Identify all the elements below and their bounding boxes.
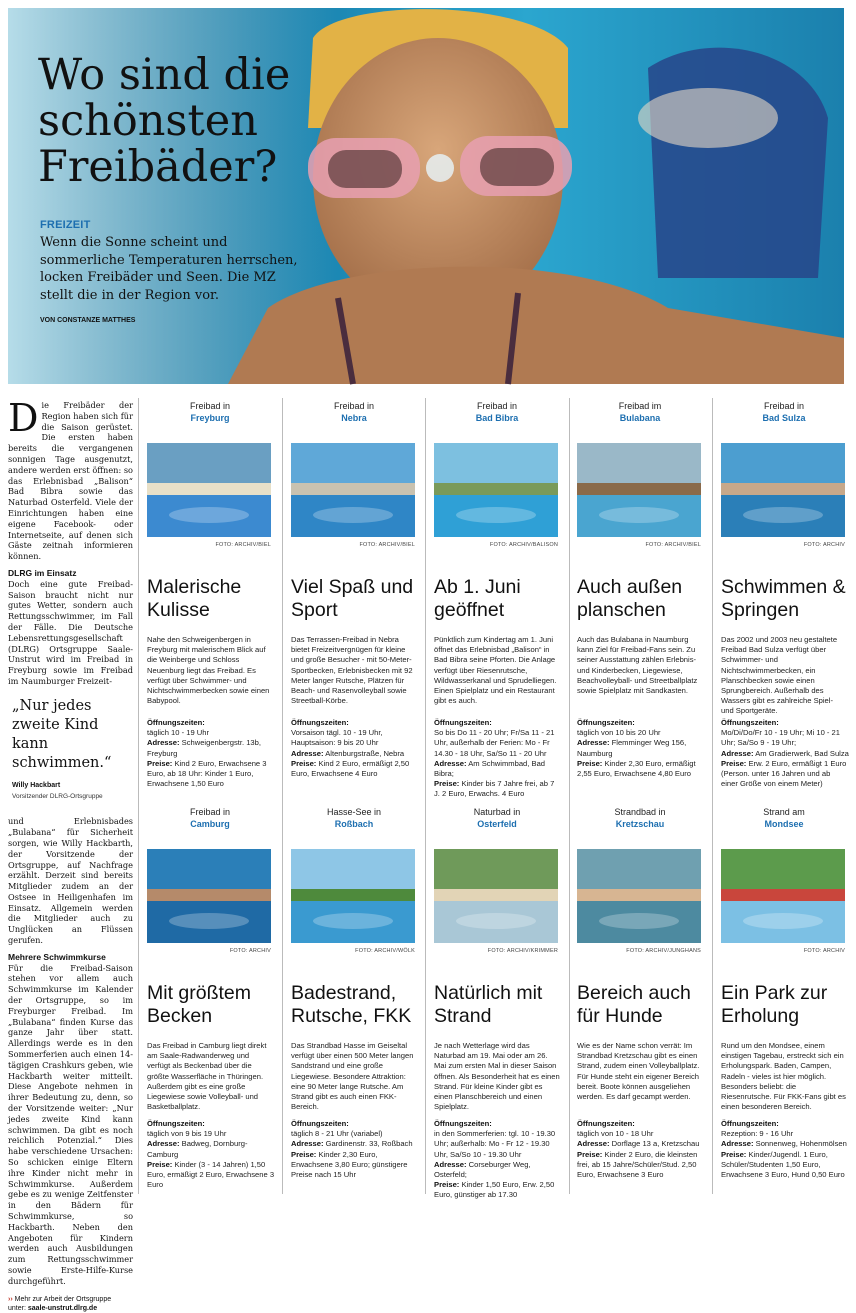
hours-label: Öffnungszeiten: [147, 1119, 205, 1128]
card-heading: Badestrand, Rutsche, FKK [291, 982, 412, 1027]
price-label: Preise: [434, 1180, 460, 1190]
pool-photo-image [147, 849, 271, 943]
price-label: Preise: [721, 758, 747, 768]
pool-photo-image [291, 849, 415, 943]
address-value: Schweigenbergstr. 13b, Freyburg [147, 738, 261, 758]
subheading-schwimmkurse: Mehrere Schwimmkurse [8, 951, 106, 962]
pool-photo [147, 849, 271, 943]
card-details [434, 718, 562, 800]
address-label: Adresse: [577, 738, 610, 748]
photo-credit: FOTO: ARCHIV/WÖLK [355, 948, 415, 954]
price-value: Erw. 2 Euro, ermäßigt 1 Euro (Person. unter 16 Jahren und ab einer Größe von einem Meter) [721, 758, 847, 789]
photo-credit: FOTO: ARCHIV/KRIMMER [487, 948, 558, 954]
pool-photo [147, 443, 271, 537]
pool-photo [577, 443, 701, 537]
hours-label: Öffnungszeiten: [291, 1119, 349, 1128]
price-label: Preise: [577, 1149, 603, 1159]
card-label: Freibad in Bad Bibra [475, 401, 519, 423]
card-label: Freibad im Bulabana [618, 401, 662, 423]
card-place: Bad Sulza [762, 413, 806, 423]
card-label: Freibad in Camburg [189, 807, 231, 829]
card-description: Das 2002 und 2003 neu gestaltete Freibad Bad Sulza verfügt über Schwimmer- und Nichtschwimmerbecken, ein Planschbecken sowie einen Sprungbereich. Außerhalb des Wassers gibt es zahlreiche Spiel- und Sportgeräte. [721, 635, 838, 716]
pool-card [434, 806, 560, 1200]
hours-value: Rezeption: 9 - 16 Uhr [721, 1129, 794, 1139]
hours-label: Öffnungszeiten: [147, 718, 205, 727]
card-label: Freibad in Freyburg [189, 401, 231, 423]
pool-photo-image [577, 849, 701, 943]
card-place: Nebra [341, 413, 367, 423]
address-label: Adresse: [434, 758, 467, 768]
photo-credit: FOTO: ARCHIV/BALISON [489, 542, 558, 548]
dlrg-link[interactable]: saale-unstrut.dlrg.de [27, 1304, 98, 1312]
card-details [147, 1119, 275, 1190]
hours-label: Öffnungszeiten: [577, 718, 635, 727]
address-label: Adresse: [721, 748, 754, 758]
address-label: Adresse: [291, 748, 324, 758]
price-value: Kind 2 Euro, ermäßigt 2,50 Euro, Erwachsene 4 Euro [291, 758, 410, 779]
pool-card [721, 806, 847, 1180]
column-divider [138, 398, 139, 1194]
card-heading: Natürlich mit Strand [434, 982, 543, 1027]
price-label: Preise: [577, 758, 603, 768]
hours-value: täglich von 10 - 18 Uhr [577, 1129, 654, 1139]
price-value: Kinder 2,30 Euro, Erwachsene 3,80 Euro; günstigere Preise nach 15 Uhr [291, 1149, 408, 1180]
hours-value: täglich von 10 bis 20 Uhr [577, 728, 661, 738]
card-description: Das Terrassen-Freibad in Nebra bietet Freizeitvergnügen für kleine und große Besucher - mit 50-Meter-Sportbecken, Erlebnisbecken mit 92 Meter langer Rutsche, Plätzen für Beach- und Rasenvolleyball sowie Streetball-Körbe. [291, 635, 413, 706]
column-divider [712, 398, 713, 1194]
price-value: Kinder/Jugendl. 1 Euro, Schüler/Studenten 1,50 Euro, Erwachsene 3 Euro, Hund 0,50 Euro [721, 1149, 845, 1180]
address-label: Adresse: [147, 738, 180, 748]
price-value: Kinder (3 - 14 Jahren) 1,50 Euro, ermäßigt 2 Euro, Erwachsene 3 Euro [147, 1159, 275, 1190]
card-label: Strand am Mondsee [763, 807, 805, 829]
card-details [721, 1119, 849, 1180]
pool-photo [291, 849, 415, 943]
address-value: Am Schwimmbad, Bad Bibra; [434, 758, 546, 779]
pool-card [577, 400, 703, 779]
address-label: Adresse: [577, 1139, 610, 1149]
hours-label: Öffnungszeiten: [434, 1119, 492, 1128]
hours-value: täglich 8 - 21 Uhr (variabel) [291, 1129, 383, 1139]
hours-label: Öffnungszeiten: [721, 718, 779, 727]
price-value: Kinder 2 Euro, die kleinsten frei, ab 15 Jahre/Schüler/Stud. 2,50 Euro, Erwachsene 3 Euro [577, 1149, 698, 1180]
hours-label: Öffnungszeiten: [721, 1119, 779, 1128]
card-heading: Mit größtem Becken [147, 982, 252, 1027]
card-label: Freibad in Nebra [333, 401, 375, 423]
address-value: Flemminger Weg 156, Naumburg [577, 738, 687, 758]
column-divider [569, 398, 570, 1194]
pool-card [291, 400, 417, 779]
pool-card [434, 400, 560, 799]
card-details [147, 718, 275, 789]
hours-value: in den Sommerferien: tgl. 10 - 19.30 Uhr; außerhalb: Mo - Fr 12 - 19.30 Uhr, Sa/So 10 - 19.30 Uhr [434, 1129, 556, 1159]
card-description: Je nach Wetterlage wird das Naturbad am 19. Mai oder am 26. Mai zum ersten Mal in dieser Saison öffnen. Als Besonderheit hat es einen Strand. Für kleine Kinder gibt es einen Planschbereich und einen Spielplatz. [434, 1041, 560, 1112]
arrow-icon: ›› [8, 1295, 13, 1303]
photo-credit: FOTO: ARCHIV [803, 948, 845, 954]
card-heading: Bereich auch für Hunde [577, 982, 691, 1027]
card-description: Auch das Bulabana in Naumburg kann Ziel für Freibad-Fans sein. Zu seiner Ausstattung zählen Erlebnis- und Kinderbecken, Liegewiese, Beachvolleyball- und Streetballplatz sowie Spielplatz mit Sandkasten. [577, 635, 698, 696]
card-details [291, 718, 419, 779]
card-heading: Auch außen planschen [577, 576, 683, 621]
photo-credit: FOTO: ARCHIV/BIEL [215, 542, 271, 548]
price-value: Kind 2 Euro, Erwachsene 3 Euro, ab 18 Uhr: Kinder 1 Euro, Erwachsene 1,50 Euro [147, 758, 267, 789]
quote-author-role: Vorsitzender DLRG-Ortsgruppe [12, 792, 103, 800]
card-details [291, 1119, 419, 1180]
card-place: Bulabana [619, 413, 661, 423]
quote-author: Willy Hackbart [12, 781, 61, 789]
hours-label: Öffnungszeiten: [577, 1119, 635, 1128]
hours-label: Öffnungszeiten: [291, 718, 349, 727]
price-label: Preise: [434, 779, 460, 789]
pool-photo-image [721, 443, 845, 537]
section-kicker: FREIZEIT [40, 219, 91, 231]
pool-photo-image [434, 849, 558, 943]
pull-quote: „Nur jedes zweite Kind kann schwimmen.“ [12, 697, 112, 771]
pool-photo [721, 443, 845, 537]
address-label: Adresse: [291, 1139, 324, 1149]
card-place: Camburg [190, 819, 230, 829]
card-description: Pünktlich zum Kindertag am 1. Juni öffnet das Erlebnisbad „Balison“ in Bad Bibra seine Pforten. Die Anlage verfügt über Riesenrutsche, Wildwasserkanal und Sprudelliegen. Einen Spielplatz und ein Restaurant gibt es auch. [434, 635, 557, 706]
pool-photo [291, 443, 415, 537]
card-heading: Ein Park zur Erholung [721, 982, 828, 1027]
pool-photo [434, 443, 558, 537]
card-place: Freyburg [190, 413, 230, 423]
card-place: Mondsee [764, 819, 804, 829]
photo-credit: FOTO: ARCHIV [803, 542, 845, 548]
pool-card [291, 806, 417, 1180]
pool-card [577, 806, 703, 1180]
photo-credit: FOTO: ARCHIV [229, 948, 271, 954]
card-details [721, 718, 849, 789]
address-value: Dorflage 13 a, Kretzschau [611, 1139, 700, 1149]
dropcap: D [8, 396, 39, 440]
pool-card [147, 806, 275, 1190]
card-heading: Viel Spaß und Sport [291, 576, 414, 621]
card-label: Naturbad in Osterfeld [473, 807, 521, 829]
price-label: Preise: [291, 758, 317, 768]
hours-value: So bis Do 11 - 20 Uhr; Fr/Sa 11 - 21 Uhr, außerhalb der Ferien: Mo - Fr 14.30 - 18 Uhr, Sa/So 11 - 20 Uhr [434, 728, 555, 758]
pool-card [147, 400, 273, 789]
column-divider [425, 398, 426, 1194]
card-label: Strandbad in Kretzschau [614, 807, 666, 829]
address-value: Altenburgstraße, Nebra [325, 748, 405, 758]
card-details [577, 718, 705, 779]
byline: VON CONSTANZE MATTHES [40, 317, 136, 324]
card-label: Hasse-See in Roßbach [326, 807, 382, 829]
intro-column [8, 396, 133, 1313]
photo-credit: FOTO: ARCHIV/BIEL [645, 542, 701, 548]
card-heading: Schwimmen & Springen [721, 576, 846, 621]
pool-photo [434, 849, 558, 943]
subheading-dlrg: DLRG im Einsatz [8, 567, 77, 578]
intro-paragraph-1: Die Freibäder der Region haben sich für die Saison gerüstet. Die ersten haben bereits die vergangenen sonnigen Tage ausgenutzt, andere werden erst öffnen: so das Erlebnisbad „Balison“ Bad Bibra sowie das Naturbad Osterfeld. Viele der Einrichtungen haben eine eigene Facebook- oder Internetseite, auf denen sich Gäste zeitnah informieren können. [8, 396, 133, 562]
address-label: Adresse: [147, 1139, 180, 1149]
pool-photo-image [721, 849, 845, 943]
card-description: Rund um den Mondsee, einem einstigen Tagebau, erstreckt sich ein Erholungspark. Baden, Campen, Radeln - vieles ist hier möglich. Besonders beliebt: die Riesenrutsche. Für FKK-Fans gibt es einen besonderen Bereich. [721, 1041, 846, 1112]
column-divider [282, 398, 283, 1194]
price-label: Preise: [291, 1149, 317, 1159]
card-place: Roßbach [334, 819, 374, 829]
card-heading: Ab 1. Juni geöffnet [434, 576, 521, 621]
address-value: Badweg, Dornburg-Camburg [147, 1139, 248, 1159]
photo-credit: FOTO: ARCHIV/BIEL [359, 542, 415, 548]
hours-value: Vorsaison tägl. 10 - 19 Uhr, Hauptsaison: 9 bis 20 Uhr [291, 728, 383, 748]
hours-value: täglich von 9 bis 19 Uhr [147, 1129, 227, 1139]
standfirst: Wenn die Sonne scheint und sommerliche Temperaturen herrschen, locken Freibäder und Seen. Die MZ stellt die in der Region vor. [40, 235, 298, 303]
card-label: Freibad in Bad Sulza [762, 401, 806, 423]
address-value: Corseburger Weg, Osterfeld; [434, 1159, 531, 1180]
card-place: Bad Bibra [475, 413, 519, 423]
card-description: Das Strandbad Hasse im Geiseltal verfügt über einen 500 Meter langen Sandstrand und eine große Liegewiese. Besondere Attraktion: eine 90 Meter lange Rutsche. Am Strand gibt es auch einen FKK-Bereich. [291, 1041, 414, 1112]
price-value: Kinder bis 7 Jahre frei, ab 7 J. 2 Euro, Erwachs. 4 Euro [434, 779, 555, 799]
intro-paragraph-3: und Erlebnisbades „Bulabana“ für Sicherheit sorgen, wie Willy Hackbarth, der Vorsitzende der Ortsgruppe, auf Nachfrage erzählt. Derzeit sind bereits Mitglieder zudem an der Ostsee in Heiligenhafen im Einsatz. Allgemein werden die Mitglieder auch zu Unglücken an Flüssen gerufen. [8, 816, 133, 946]
pool-card [721, 400, 849, 789]
card-description: Wie es der Name schon verrät: Im Strandbad Kretzschau gibt es einen Strand, zudem einen Volleyballplatz. Für Hunde steht ein eigener Bereich bereit. Boote können ausgeliehen werden. Es darf gecampt werden. [577, 1041, 700, 1102]
card-description: Das Freibad in Camburg liegt direkt am Saale-Radwanderweg und verfügt als Beckenbad über die größte Wasserfläche in Thüringen. Außerdem gibt es eine große Liegewiese sowie Volleyball- und Basketballplatz. [147, 1041, 267, 1112]
pool-photo [577, 849, 701, 943]
address-value: Gardinenstr. 33, Roßbach [325, 1139, 413, 1149]
intro-paragraph-4: Für die Freibad-Saison stehen vor allem auch Schwimmkurse im Kalender der Ortsgruppe, so im Freyburger Freibad. Im „Bulabana“ finden Kurse das ganze Jahr über statt. Allerdings werde es in den Sommerferien auch einen 14-tägigen Crashkurs geben, wie Hackbarth weiter mitteilt. Diese Angebote nehmen in ihrer Bedeutung zu, denn, so der Vorsitzende weiter: „Nur jedes zweite Kind kann schwimmen. Da gibt es noch reichlich Potenzial.“ Dies habe verschiedene Ursachen: So schicken einige Eltern ihre Kinder nicht mehr in Schwimmkurse. Außerdem gebe es zu wenige Zeitfenster in den Bädern für Schwimmkurse, so Hackbarth. Neben den Angeboten für Kindern werden auch Ausbildungen zum Rettungsschwimmer sowie Erste-Hilfe-Kurse durchgeführt. [8, 962, 133, 1286]
address-value: Am Gradierwerk, Bad Sulza [755, 748, 849, 758]
card-heading: Malerische Kulisse [147, 576, 242, 621]
card-details [434, 1119, 562, 1201]
intro-paragraph-2: Doch eine gute Freibad-Saison braucht nicht nur gutes Wetter, sondern auch Rettungsschwimmer, im Fall der Fälle. Die Deutsche Lebensrettungsgesellschaft (DLRG) Ortsgruppe Saale-Unstrut wird im Freibad in Freyburg sowie im Freibad im Naumburger Freizeit- [8, 578, 133, 686]
card-details [577, 1119, 705, 1180]
photo-credit: FOTO: ARCHIV/JUNGHANS [626, 948, 701, 954]
pool-photo-image [147, 443, 271, 537]
pool-photo-image [434, 443, 558, 537]
address-label: Adresse: [434, 1159, 467, 1169]
more-info-note: ›› Mehr zur Arbeit der Ortsgruppe unter: saale-unstrut.dlrg.de [8, 1295, 112, 1312]
address-value: Sonnenweg, Hohenmölsen [755, 1139, 847, 1149]
card-description: Nahe den Schweigenbergen in Freyburg mit malerischem Blick auf die Weinberge und Schloss Neuenburg liegt das Freibad. Es verfügt über Schwimmer- und Nichtschwimmerbecken sowie einen Babypool. [147, 635, 270, 706]
hours-label: Öffnungszeiten: [434, 718, 492, 727]
pool-photo-image [291, 443, 415, 537]
hours-value: täglich 10 - 19 Uhr [147, 728, 210, 738]
card-place: Osterfeld [477, 819, 517, 829]
hero-photo [8, 8, 844, 384]
pool-photo-image [577, 443, 701, 537]
card-place: Kretzschau [615, 819, 665, 829]
price-label: Preise: [721, 1149, 747, 1159]
price-value: Kinder 1,50 Euro, Erw. 2,50 Euro, günstiger ab 17.30 [434, 1180, 555, 1200]
address-label: Adresse: [721, 1139, 754, 1149]
pool-photo [721, 849, 845, 943]
price-value: Kinder 2,30 Euro, ermäßigt 2,55 Euro, Erwachsene 4,80 Euro [577, 758, 696, 779]
price-label: Preise: [147, 758, 173, 768]
headline: Wo sind die schönsten Freibäder? [38, 50, 291, 192]
price-label: Preise: [147, 1159, 173, 1169]
hours-value: Mo/Di/Do/Fr 10 - 19 Uhr; Mi 10 - 21 Uhr; Sa/So 9 - 19 Uhr; [721, 728, 841, 748]
